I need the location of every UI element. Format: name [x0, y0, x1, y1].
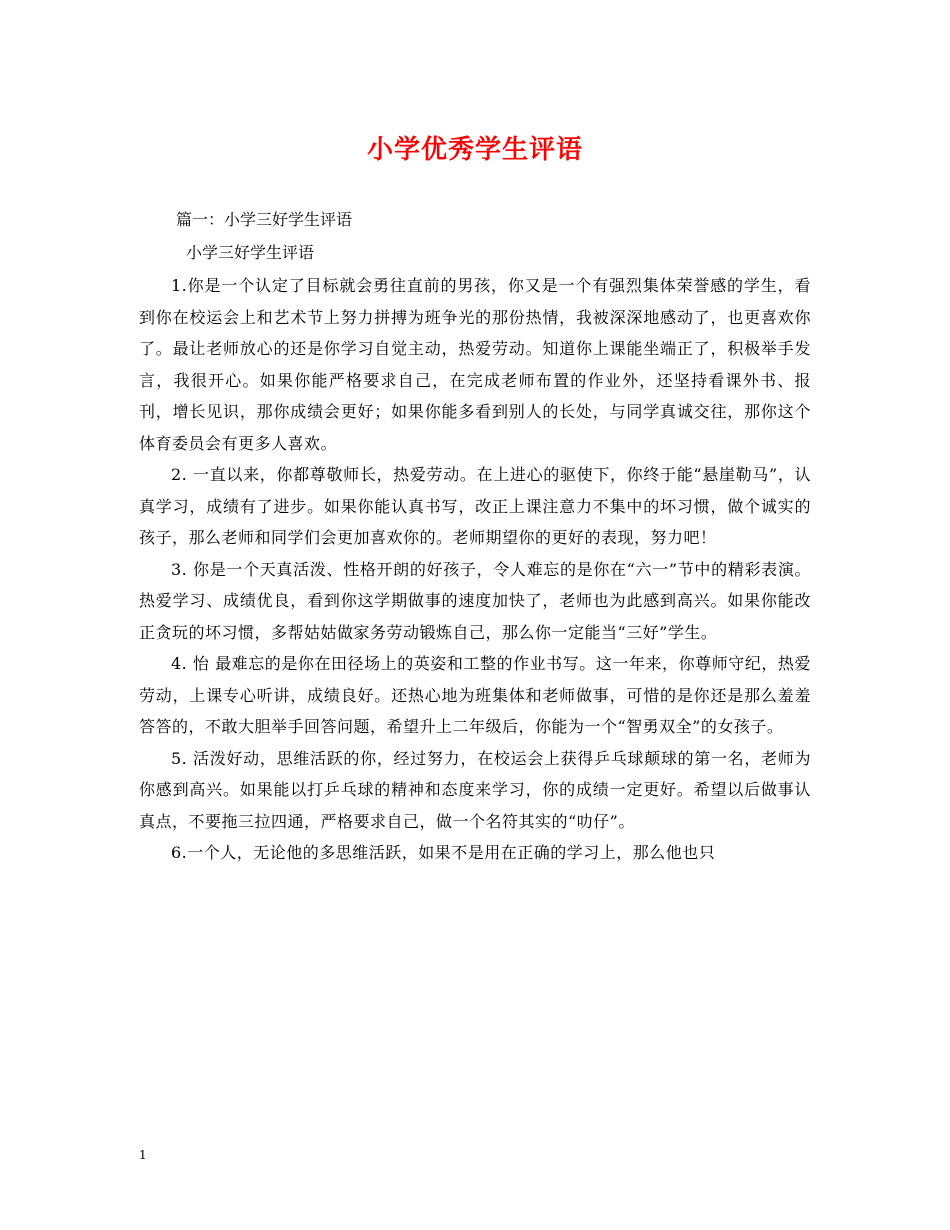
sub-heading: 小学三好学生评语 [186, 243, 315, 262]
section-heading: 篇一：小学三好学生评语 [176, 210, 353, 229]
paragraph-1: 1.你是一个认定了目标就会勇往直前的男孩，你又是一个有强烈集体荣誉感的学生，看到你在校运会上和艺术节上努力拼搏为班争光的那份热情，我被深深地感动了，也更喜欢你了。最让老师放心的还是你学习自觉主动，热爱劳动。知道你上课能坐端正了，积极举手发言，我很开心。如果你能严格要求自己，在完成老师布置的作业外，还坚持看课外书、报刊，增长见识，那你成绩会更好；如果你能多看到别人的长处，与同学真诚交往，那你这个体育委员会有更多人喜欢。 [139, 276, 811, 453]
document-title: 小学优秀学生评语 [366, 135, 583, 165]
paragraph-5: 5. 活泼好动，思维活跃的你，经过努力，在校运会上获得乒乓球颠球的第一名，老师为你感到高兴。如果能以打乒乓球的精神和态度来学习，你的成绩一定更好。希望以后做事认真点，不要拖三拉四通，严格要求自己，做一个名符其实的“叻仔”。 [139, 748, 811, 831]
paragraph-3: 3. 你是一个天真活泼、性格开朗的好孩子，令人难忘的是你在“六一”节中的精彩表演。热爱学习、成绩优良，看到你这学期做事的速度加快了，老师也为此感到高兴。如果你能改正贪玩的坏习惯，多帮姑姑做家务劳动锻炼自己，那么你一定能当“三好”学生。 [139, 559, 811, 642]
page-number: 1 [139, 1148, 147, 1162]
body-text [139, 270, 811, 869]
paragraph-4: 4. 怡 最难忘的是你在田径场上的英姿和工整的作业书写。这一年来，你尊师守纪，热爱劳动，上课专心听讲，成绩良好。还热心地为班集体和老师做事，可惜的是你还是那么羞羞答答的，不敢大胆举手回答问题，希望升上二年级后，你能为一个“智勇双全”的女孩子。 [139, 654, 811, 736]
paragraph-6: 6.一个人，无论他的多思维活跃，如果不是用在正确的学习上，那么他也只 [171, 843, 716, 862]
paragraph-2: 2. 一直以来，你都尊敬师长，热爱劳动。在上进心的驱使下，你终于能“悬崖勒马”，认真学习，成绩有了进步。如果你能认真书写，改正上课注意力不集中的坏习惯，做个诚实的孩子，那么老师和同学们会更加喜欢你的。老师期望你的更好的表现，努力吧！ [139, 465, 811, 547]
